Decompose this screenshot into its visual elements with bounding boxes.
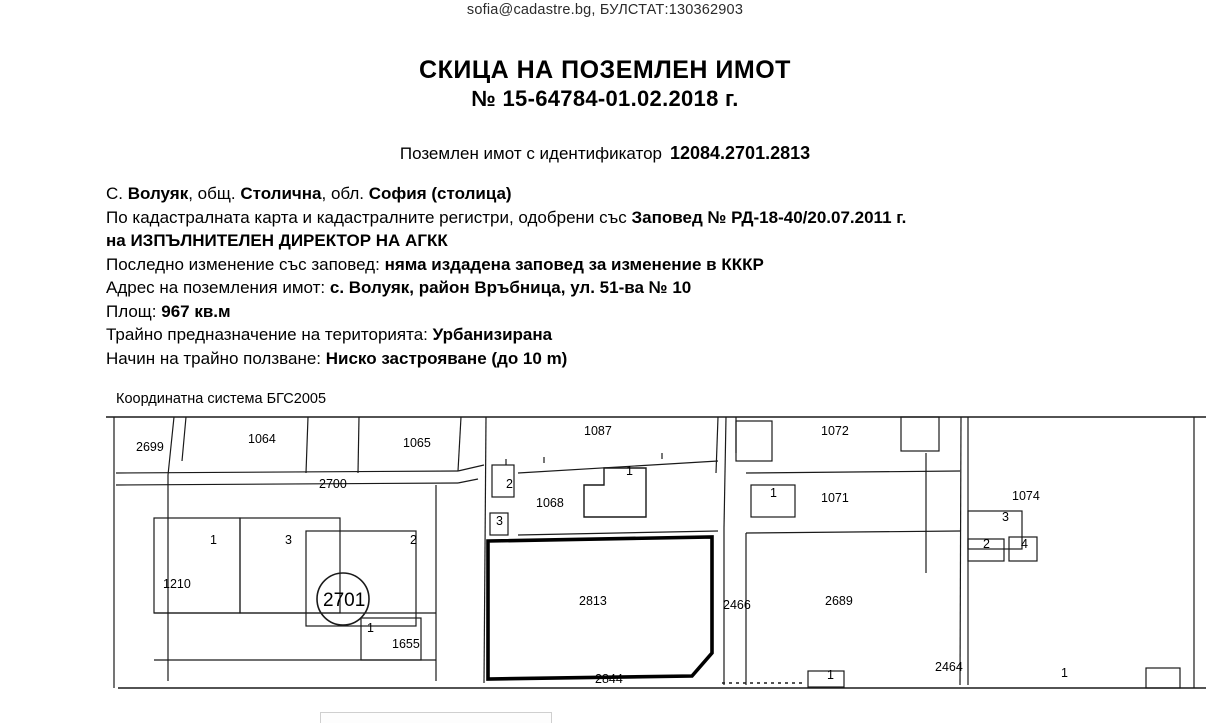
map-label-2689: 2689 [825,594,853,608]
location-village: Волуяк [127,184,189,203]
land-use-line [106,347,1106,371]
area-value: 967 кв.м [161,301,231,321]
municipality-value: Столична [240,184,322,203]
territory-purpose-value: Урбанизирана [432,325,553,344]
coordinate-system-label: Координатна система БГС2005 [116,391,327,407]
property-info-block [106,182,1106,370]
contact-email-line: sofia@cadastre.bg, БУЛСТАТ:130362903 [466,2,744,18]
map-label-building-2b: 2 [983,537,990,551]
document-number: № 15-64784-01.02.2018 г. [471,86,739,111]
map-label-2701: 2701 [323,590,366,611]
map-label-1064: 1064 [248,432,276,446]
last-change-value: няма издадена заповед за изменение в КККР [384,254,764,274]
cadastral-map[interactable] [106,413,1206,695]
map-label-building-2c: 2 [410,533,417,547]
map-label-2466: 2466 [723,598,751,612]
cadastral-map-text: По кадастралната карта и кадастралните регистри, одобрени със [106,207,627,227]
order-number: Заповед № РД-18-40/20.07.2011 г. [631,207,907,227]
map-label-1071: 1071 [821,491,849,505]
map-label-1072: 1072 [821,424,849,438]
last-change-line [106,253,1106,277]
parcel-identifier-value: 12084.2701.2813 [669,143,811,163]
land-use-label: Начин на трайно ползване: [106,348,322,368]
map-label-2699: 2699 [136,440,164,454]
map-label-1074: 1074 [1012,489,1040,503]
municipality-label: , общ. [188,184,236,203]
last-change-label: Последно изменение със заповед: [106,254,380,274]
page-bottom-strip [0,706,1210,722]
territory-purpose-label: Трайно предназначение на територията: [106,325,428,344]
map-label-1087: 1087 [584,424,612,438]
map-label-building-2: 2 [506,477,513,491]
territory-purpose-line [106,323,1106,347]
address-line [106,276,1106,300]
map-label-building-1c: 1 [210,533,217,547]
map-label-2700: 2700 [319,477,347,491]
issuing-authority-line: на ИЗПЪЛНИТЕЛЕН ДИРЕКТОР НА АГКК [106,231,448,250]
map-label-building-1d: 1 [367,621,374,635]
map-label-building-1e: 1 [827,668,834,682]
map-label-building-3c: 3 [285,533,292,547]
document-title: СКИЦА НА ПОЗЕМЛЕН ИМОТ [419,56,791,84]
map-label-building-1b: 1 [770,486,777,500]
region-label: , обл. [321,184,365,203]
page-left-margin [0,0,6,722]
map-label-building-3b: 3 [1002,510,1009,524]
page-bottom-tab [320,712,552,723]
address-value: с. Волуяк, район Връбница, ул. 51-ва № 10 [329,278,692,297]
region-value: София (столица) [368,184,512,203]
parcel-identifier-prefix: Поземлен имот с идентификатор [399,144,662,163]
map-label-2464: 2464 [935,660,963,674]
map-label-2844: 2844 [595,672,623,686]
map-label-1655: 1655 [392,637,420,651]
map-label-2813: 2813 [579,594,607,608]
map-label-1065: 1065 [403,436,431,450]
map-label-building-4: 4 [1021,537,1028,551]
map-label-building-1a: 1 [626,464,633,478]
cadastral-map-line [106,206,1106,230]
address-label: Адрес на поземления имот: [106,278,326,297]
map-label-building-3a: 3 [496,514,503,528]
area-label: Площ: [106,301,157,321]
land-use-value: Ниско застрояване (до 10 m) [325,348,568,368]
location-line [106,182,1106,206]
map-label-building-1f: 1 [1061,666,1068,680]
map-label-1210: 1210 [163,577,191,591]
map-label-1068: 1068 [536,496,564,510]
parcel-identifier-line [0,143,1210,164]
location-prefix: С. [106,184,123,203]
area-line [106,300,1106,324]
